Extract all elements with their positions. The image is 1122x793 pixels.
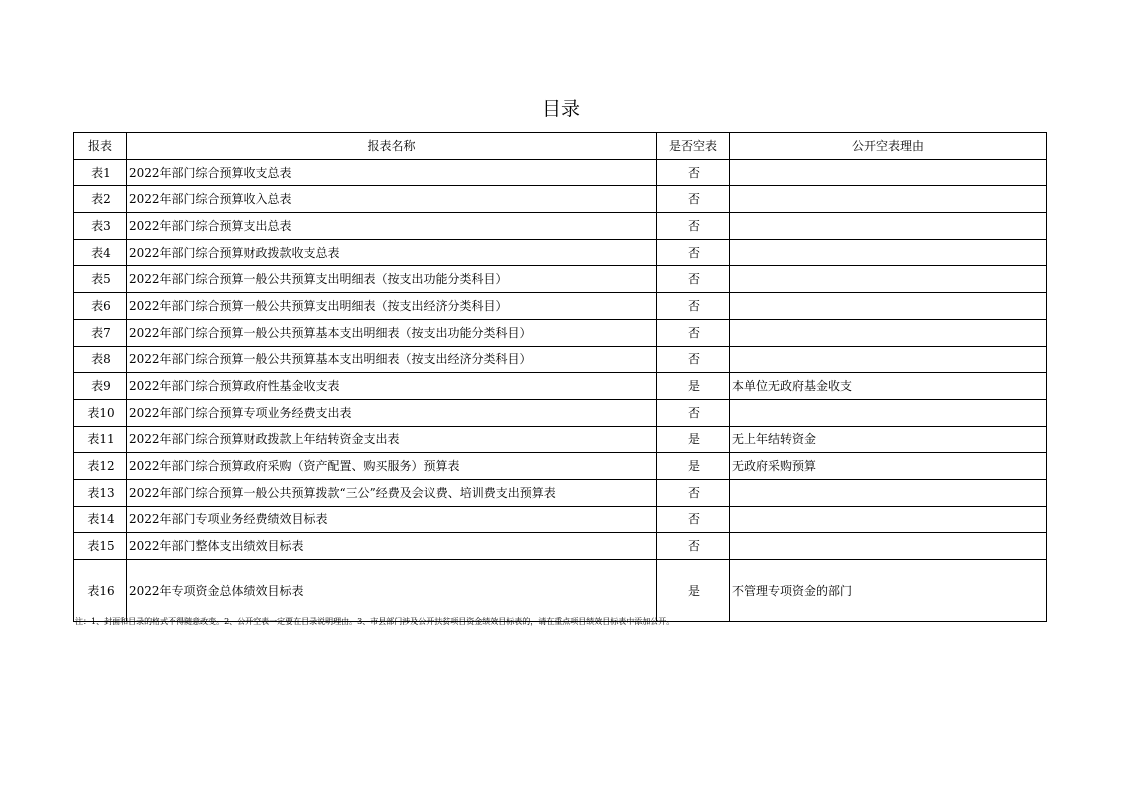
- row-reason: [730, 506, 1047, 533]
- row-is-empty: 否: [657, 319, 730, 346]
- row-name: 2022年部门综合预算一般公共预算支出明细表（按支出经济分类科目）: [127, 293, 657, 320]
- row-is-empty: 否: [657, 266, 730, 293]
- row-reason: [730, 213, 1047, 240]
- row-name: 2022年部门综合预算财政拨款收支总表: [127, 239, 657, 266]
- row-no: 表8: [74, 346, 127, 373]
- table-row: [74, 346, 1047, 373]
- row-no: 表9: [74, 373, 127, 400]
- table-row: [74, 479, 1047, 506]
- footnote: 注：1、封面和目录的格式不得随意改变。2、公开空表一定要在目录说明理由。3、市县部门涉及公开扶贫项目资金绩效目标表的，请在重点项目绩效目标表中添加公开。: [75, 617, 675, 626]
- row-name: 2022年部门整体支出绩效目标表: [127, 533, 657, 560]
- table-row: [74, 319, 1047, 346]
- row-no: 表6: [74, 293, 127, 320]
- table-row: [74, 293, 1047, 320]
- table-row: [74, 213, 1047, 240]
- row-reason: [730, 266, 1047, 293]
- row-reason: [730, 346, 1047, 373]
- row-no: 表11: [74, 426, 127, 453]
- row-name: 2022年部门综合预算一般公共预算基本支出明细表（按支出经济分类科目）: [127, 346, 657, 373]
- header-no: 报表: [74, 133, 127, 160]
- row-is-empty: 是: [657, 426, 730, 453]
- page-title: 目录: [541, 98, 580, 120]
- row-name: 2022年部门综合预算收入总表: [127, 186, 657, 213]
- row-no: 表5: [74, 266, 127, 293]
- table-row: [74, 186, 1047, 213]
- row-name: 2022年部门综合预算专项业务经费支出表: [127, 399, 657, 426]
- row-is-empty: 否: [657, 506, 730, 533]
- row-is-empty: 否: [657, 186, 730, 213]
- row-no: 表4: [74, 239, 127, 266]
- row-name: 2022年部门综合预算一般公共预算支出明细表（按支出功能分类科目）: [127, 266, 657, 293]
- header-is-empty: 是否空表: [657, 133, 730, 160]
- header-name: 报表名称: [127, 133, 657, 160]
- row-reason: 无政府采购预算: [730, 453, 1047, 480]
- row-name: 2022年部门综合预算收支总表: [127, 159, 657, 186]
- table-row: [74, 159, 1047, 186]
- row-is-empty: 否: [657, 159, 730, 186]
- table-row: [74, 533, 1047, 560]
- header-reason: 公开空表理由: [730, 133, 1047, 160]
- row-no: 表15: [74, 533, 127, 560]
- row-no: 表10: [74, 399, 127, 426]
- row-reason: [730, 319, 1047, 346]
- row-is-empty: 否: [657, 479, 730, 506]
- row-name: 2022年部门综合预算一般公共预算拨款“三公”经费及会议费、培训费支出预算表: [127, 479, 657, 506]
- row-name: 2022年部门综合预算政府采购（资产配置、购买服务）预算表: [127, 453, 657, 480]
- row-name: 2022年部门综合预算一般公共预算基本支出明细表（按支出功能分类科目）: [127, 319, 657, 346]
- table-row: [74, 453, 1047, 480]
- table-row: [74, 560, 1047, 622]
- row-is-empty: 否: [657, 533, 730, 560]
- catalog-table: [73, 132, 1047, 622]
- row-is-empty: 否: [657, 346, 730, 373]
- table-row: [74, 266, 1047, 293]
- row-no: 表1: [74, 159, 127, 186]
- row-name: 2022年专项资金总体绩效目标表: [127, 560, 657, 622]
- row-is-empty: 否: [657, 293, 730, 320]
- row-is-empty: 否: [657, 213, 730, 240]
- row-is-empty: 是: [657, 560, 730, 622]
- row-is-empty: 是: [657, 453, 730, 480]
- row-name: 2022年部门综合预算政府性基金收支表: [127, 373, 657, 400]
- row-is-empty: 否: [657, 399, 730, 426]
- row-no: 表13: [74, 479, 127, 506]
- row-reason: [730, 399, 1047, 426]
- row-reason: [730, 293, 1047, 320]
- row-no: 表3: [74, 213, 127, 240]
- row-no: 表12: [74, 453, 127, 480]
- row-name: 2022年部门综合预算财政拨款上年结转资金支出表: [127, 426, 657, 453]
- table-header-row: [74, 133, 1047, 160]
- row-reason: 无上年结转资金: [730, 426, 1047, 453]
- row-reason: 本单位无政府基金收支: [730, 373, 1047, 400]
- row-reason: [730, 533, 1047, 560]
- row-reason: 不管理专项资金的部门: [730, 560, 1047, 622]
- table-row: [74, 426, 1047, 453]
- row-no: 表2: [74, 186, 127, 213]
- row-reason: [730, 239, 1047, 266]
- row-name: 2022年部门专项业务经费绩效目标表: [127, 506, 657, 533]
- row-no: 表7: [74, 319, 127, 346]
- table-row: [74, 399, 1047, 426]
- row-no: 表14: [74, 506, 127, 533]
- table-row: [74, 506, 1047, 533]
- row-reason: [730, 479, 1047, 506]
- row-name: 2022年部门综合预算支出总表: [127, 213, 657, 240]
- row-is-empty: 否: [657, 239, 730, 266]
- row-is-empty: 是: [657, 373, 730, 400]
- row-reason: [730, 186, 1047, 213]
- row-no: 表16: [74, 560, 127, 622]
- table-row: [74, 373, 1047, 400]
- table-row: [74, 239, 1047, 266]
- row-reason: [730, 159, 1047, 186]
